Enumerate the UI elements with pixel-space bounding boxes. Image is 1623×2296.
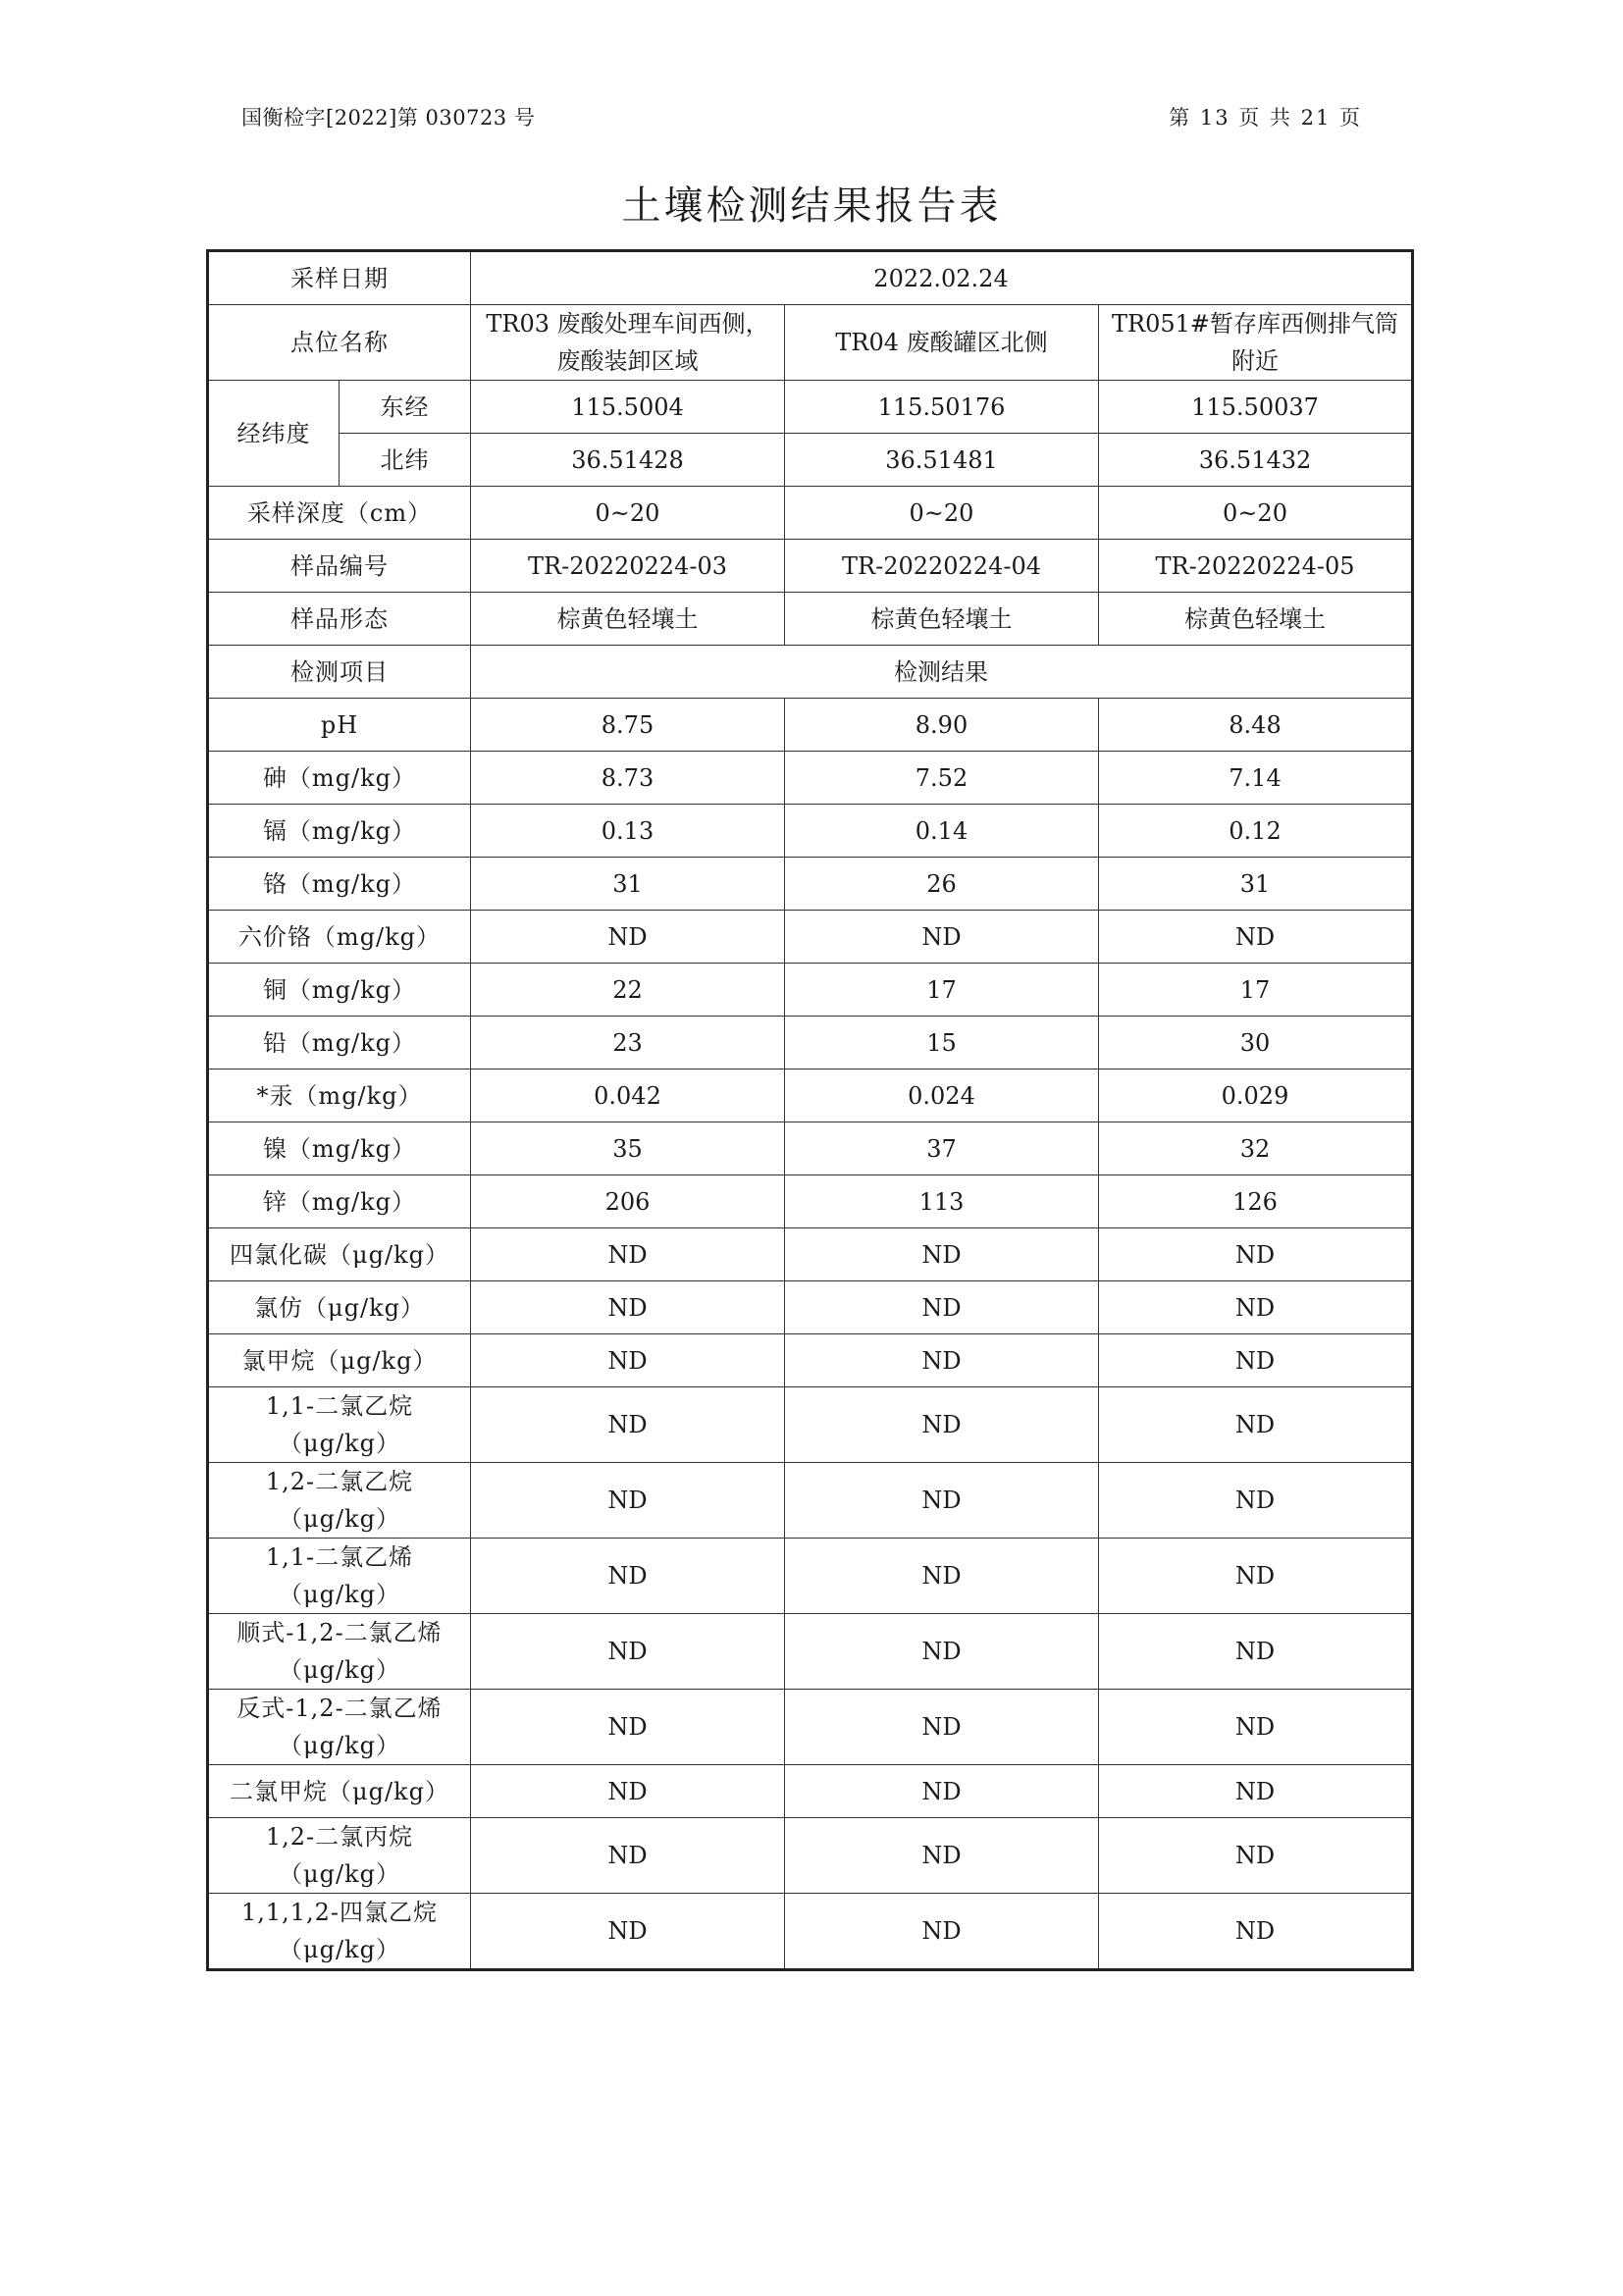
- result-row: [208, 1894, 1413, 1970]
- result-value: 23: [471, 1017, 785, 1070]
- result-value: ND: [1099, 1539, 1413, 1614]
- latitude-label: 北纬: [340, 434, 471, 487]
- test-item-name: 1,2-二氯丙烷（μg/kg）: [208, 1818, 471, 1894]
- result-value: 22: [471, 964, 785, 1017]
- result-value: 8.75: [471, 699, 785, 752]
- test-item-name: 氯仿（μg/kg）: [208, 1281, 471, 1334]
- sample-id-row: [208, 540, 1413, 593]
- latitude-row: [208, 434, 1413, 487]
- result-value: 113: [785, 1175, 1099, 1228]
- result-value: ND: [785, 1281, 1099, 1334]
- test-result-header: 检测结果: [471, 646, 1413, 699]
- test-item-name: 锌（mg/kg）: [208, 1175, 471, 1228]
- result-value: 8.48: [1099, 699, 1413, 752]
- result-value: ND: [1099, 1334, 1413, 1387]
- sample-form-cell: 棕黄色轻壤土: [785, 593, 1099, 646]
- result-value: ND: [471, 1281, 785, 1334]
- sample-id-label: 样品编号: [208, 540, 471, 593]
- result-value: ND: [471, 1818, 785, 1894]
- result-value: 17: [1099, 964, 1413, 1017]
- result-value: 126: [1099, 1175, 1413, 1228]
- test-item-name: 1,1-二氯乙烷（μg/kg）: [208, 1387, 471, 1463]
- depth-label: 采样深度（cm）: [208, 487, 471, 540]
- test-item-name: 顺式-1,2-二氯乙烯（μg/kg）: [208, 1614, 471, 1690]
- test-item-name: 1,1-二氯乙烯（μg/kg）: [208, 1539, 471, 1614]
- result-value: ND: [471, 1614, 785, 1690]
- sample-id-cell: TR-20220224-05: [1099, 540, 1413, 593]
- result-value: ND: [471, 1387, 785, 1463]
- sample-id-cell: TR-20220224-04: [785, 540, 1099, 593]
- latitude-cell: 36.51428: [471, 434, 785, 487]
- result-value: ND: [785, 1894, 1099, 1970]
- result-value: ND: [785, 1463, 1099, 1539]
- result-value: 0.13: [471, 805, 785, 858]
- sample-form-cell: 棕黄色轻壤土: [471, 593, 785, 646]
- longitude-label: 东经: [340, 381, 471, 434]
- result-value: ND: [785, 1614, 1099, 1690]
- site-name-label: 点位名称: [208, 305, 471, 381]
- site-name-cell: TR03 废酸处理车间西侧，废酸装卸区域: [471, 305, 785, 381]
- result-row: [208, 752, 1413, 805]
- soil-report-table: [206, 249, 1414, 1971]
- result-value: ND: [1099, 911, 1413, 964]
- test-item-name: 四氯化碳（μg/kg）: [208, 1228, 471, 1281]
- result-value: 8.73: [471, 752, 785, 805]
- result-value: 35: [471, 1122, 785, 1175]
- test-item-name: 氯甲烷（μg/kg）: [208, 1334, 471, 1387]
- test-item-name: 砷（mg/kg）: [208, 752, 471, 805]
- sample-form-cell: 棕黄色轻壤土: [1099, 593, 1413, 646]
- result-value: 26: [785, 858, 1099, 911]
- report-number: 国衡检字[2022]第 030723 号: [241, 106, 536, 130]
- test-item-name: *汞（mg/kg）: [208, 1070, 471, 1122]
- result-value: ND: [471, 1690, 785, 1765]
- result-row: [208, 1463, 1413, 1539]
- site-name-cell: TR051#暂存库西侧排气筒附近: [1099, 305, 1413, 381]
- test-item-name: pH: [208, 699, 471, 752]
- result-value: 31: [471, 858, 785, 911]
- result-value: ND: [1099, 1387, 1413, 1463]
- longitude-cell: 115.50176: [785, 381, 1099, 434]
- sampling-date-label: 采样日期: [208, 251, 471, 305]
- test-item-name: 二氯甲烷（μg/kg）: [208, 1765, 471, 1818]
- depth-cell: 0~20: [471, 487, 785, 540]
- result-value: 8.90: [785, 699, 1099, 752]
- result-value: ND: [785, 1334, 1099, 1387]
- test-item-name: 六价铬（mg/kg）: [208, 911, 471, 964]
- result-row: [208, 699, 1413, 752]
- site-name-row: [208, 305, 1413, 381]
- result-row: [208, 1228, 1413, 1281]
- result-value: ND: [471, 1334, 785, 1387]
- result-value: ND: [785, 1818, 1099, 1894]
- result-value: ND: [1099, 1463, 1413, 1539]
- result-value: ND: [1099, 1894, 1413, 1970]
- sample-id-cell: TR-20220224-03: [471, 540, 785, 593]
- result-value: ND: [785, 911, 1099, 964]
- test-item-name: 铬（mg/kg）: [208, 858, 471, 911]
- result-row: [208, 858, 1413, 911]
- test-item-name: 铅（mg/kg）: [208, 1017, 471, 1070]
- test-item-name: 镉（mg/kg）: [208, 805, 471, 858]
- result-value: 206: [471, 1175, 785, 1228]
- sample-form-label: 样品形态: [208, 593, 471, 646]
- result-value: ND: [1099, 1228, 1413, 1281]
- longitude-row: [208, 381, 1413, 434]
- result-header-row: [208, 646, 1413, 699]
- result-value: 0.024: [785, 1070, 1099, 1122]
- depth-cell: 0~20: [1099, 487, 1413, 540]
- result-value: 0.12: [1099, 805, 1413, 858]
- result-value: 15: [785, 1017, 1099, 1070]
- result-value: ND: [471, 1894, 785, 1970]
- test-item-name: 镍（mg/kg）: [208, 1122, 471, 1175]
- result-value: ND: [785, 1387, 1099, 1463]
- longitude-cell: 115.50037: [1099, 381, 1413, 434]
- test-item-name: 反式-1,2-二氯乙烯（μg/kg）: [208, 1690, 471, 1765]
- result-value: ND: [471, 1539, 785, 1614]
- coordinates-label: 经纬度: [208, 381, 340, 487]
- result-row: [208, 1122, 1413, 1175]
- result-row: [208, 911, 1413, 964]
- result-value: ND: [1099, 1690, 1413, 1765]
- depth-cell: 0~20: [785, 487, 1099, 540]
- result-row: [208, 805, 1413, 858]
- result-value: ND: [1099, 1818, 1413, 1894]
- result-value: ND: [471, 1228, 785, 1281]
- result-value: 17: [785, 964, 1099, 1017]
- test-item-name: 1,2-二氯乙烷（μg/kg）: [208, 1463, 471, 1539]
- result-row: [208, 1818, 1413, 1894]
- result-value: 30: [1099, 1017, 1413, 1070]
- result-value: ND: [785, 1539, 1099, 1614]
- result-value: ND: [1099, 1614, 1413, 1690]
- result-row: [208, 1281, 1413, 1334]
- sampling-date-row: [208, 251, 1413, 305]
- result-row: [208, 1690, 1413, 1765]
- result-row: [208, 1614, 1413, 1690]
- result-value: ND: [471, 1765, 785, 1818]
- result-value: ND: [785, 1690, 1099, 1765]
- sampling-date-value: 2022.02.24: [471, 251, 1413, 305]
- latitude-cell: 36.51481: [785, 434, 1099, 487]
- longitude-cell: 115.5004: [471, 381, 785, 434]
- test-item-header: 检测项目: [208, 646, 471, 699]
- site-name-cell: TR04 废酸罐区北侧: [785, 305, 1099, 381]
- result-row: [208, 1387, 1413, 1463]
- result-value: ND: [1099, 1765, 1413, 1818]
- result-value: ND: [785, 1765, 1099, 1818]
- result-row: [208, 1070, 1413, 1122]
- test-item-name: 铜（mg/kg）: [208, 964, 471, 1017]
- sample-form-row: [208, 593, 1413, 646]
- result-value: 7.14: [1099, 752, 1413, 805]
- result-value: 0.042: [471, 1070, 785, 1122]
- result-row: [208, 1334, 1413, 1387]
- result-value: 37: [785, 1122, 1099, 1175]
- page-indicator: 第 13 页 共 21 页: [1169, 106, 1362, 130]
- result-value: 31: [1099, 858, 1413, 911]
- result-value: 7.52: [785, 752, 1099, 805]
- result-row: [208, 1765, 1413, 1818]
- test-item-name: 1,1,1,2-四氯乙烷（μg/kg）: [208, 1894, 471, 1970]
- latitude-cell: 36.51432: [1099, 434, 1413, 487]
- result-value: 0.029: [1099, 1070, 1413, 1122]
- result-value: ND: [471, 911, 785, 964]
- result-value: ND: [1099, 1281, 1413, 1334]
- result-row: [208, 1539, 1413, 1614]
- result-row: [208, 1175, 1413, 1228]
- result-value: ND: [785, 1228, 1099, 1281]
- result-value: 32: [1099, 1122, 1413, 1175]
- result-value: ND: [471, 1463, 785, 1539]
- depth-row: [208, 487, 1413, 540]
- result-row: [208, 964, 1413, 1017]
- result-row: [208, 1017, 1413, 1070]
- result-value: 0.14: [785, 805, 1099, 858]
- page-title: 土壤检测结果报告表: [621, 183, 1002, 229]
